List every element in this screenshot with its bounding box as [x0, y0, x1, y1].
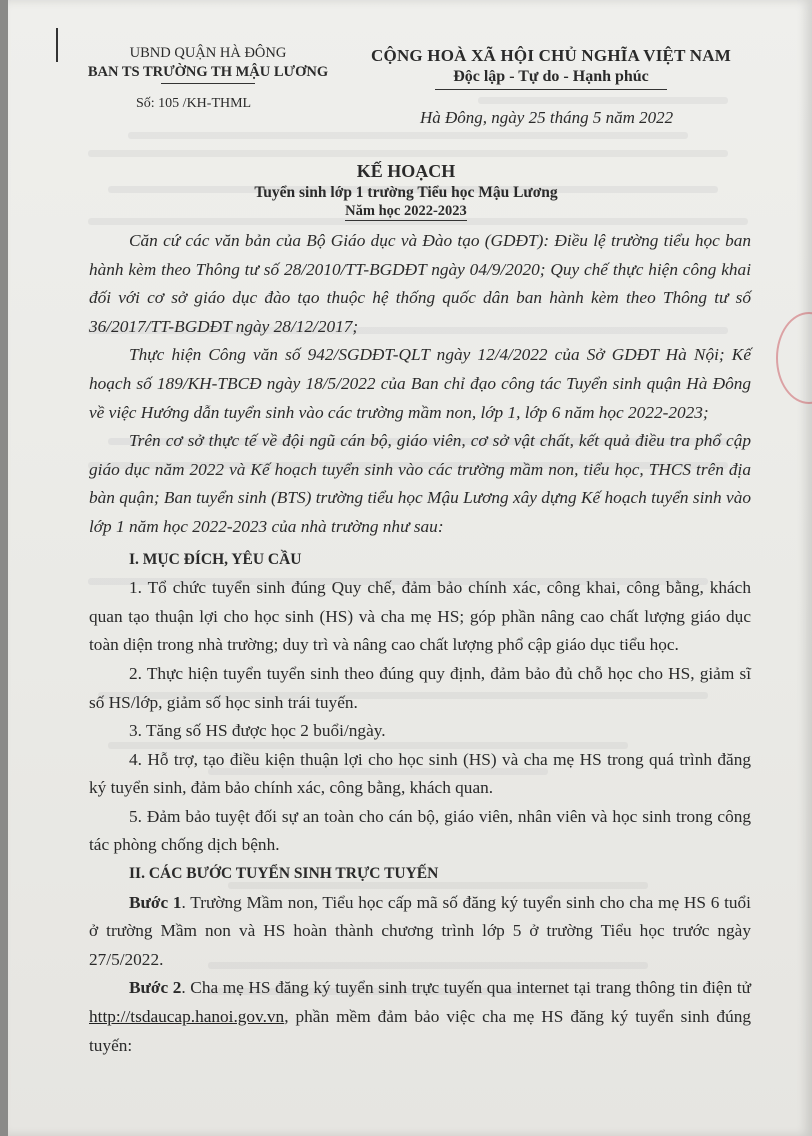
national-motto: Độc lập - Tự do - Hạnh phúc [453, 68, 649, 85]
preamble-paragraph: Thực hiện Công văn số 942/SGDĐT-QLT ngày 12/4/2022 của Sở GDĐT Hà Nội; Kế hoạch số 189/KH-TBCĐ ngày 18/5/2022 của Ban chỉ đạo công tác Tuyển sinh quận Hà Đông về việc Hướng dẫn tuyển sinh vào các trường mầm non, lớp 1, lớp 6 năm học 2022-2023; [89, 345, 751, 422]
step-2-paragraph [89, 974, 751, 1060]
national-header [345, 45, 757, 90]
preamble-paragraph: Căn cứ các văn bản của Bộ Giáo dục và Đào tạo (GDĐT): Điều lệ trường tiểu học ban hành kèm theo Thông tư số 28/2010/TT-BGDĐT ngày 04/9/2020; Quy chế thực hiện công khai đối với cơ sở giáo dục đào tạo thuộc hệ thống quốc dân ban hành kèm theo Thông tư số 36/2017/TT-BGDĐT ngày 28/12/2017; [89, 231, 751, 336]
pen-mark [56, 28, 58, 62]
preamble-paragraph: Trên cơ sở thực tế về đội ngũ cán bộ, giáo viên, cơ sở vật chất, kết quả điều tra phổ cập giáo dục năm 2022 và Kế hoạch tuyển sinh vào các trường mầm non, tiểu học, THCS trên địa bàn quận; Ban tuyển sinh (BTS) trường tiểu học Mậu Lương xây dựng Kế hoạch tuyển sinh vào lớp 1 năm học 2022-2023 của nhà trường như sau: [89, 431, 751, 536]
org-underline [161, 83, 255, 84]
school-year [0, 203, 812, 220]
document-number: Số: 105 /KH-THML [136, 96, 252, 111]
step-1-label: Bước 1 [129, 892, 182, 912]
org-line-2: BAN TS TRƯỜNG TH MẬU LƯƠNG [87, 64, 329, 80]
step-2-label: Bước 2 [129, 978, 182, 998]
place-date: Hà Đông, ngày 25 tháng 5 năm 2022 [420, 108, 674, 127]
section-heading-purpose: I. MỤC ĐÍCH, YÊU CẦU [129, 550, 302, 568]
step-2-text-a: . Cha mẹ HS đăng ký tuyển sinh trực tuyến qua internet tại trang thông tin điện tử [181, 978, 751, 998]
step-1-text: . Trường Mầm non, Tiểu học cấp mã số đăng ký tuyển sinh cho cha mẹ HS 6 tuổi ở trường Mầm non và HS hoàn thành chương trình lớp 5 ở trường Tiểu học trước ngày 27/5/2022. [89, 892, 751, 969]
document-type: KẾ HOẠCH [356, 161, 456, 181]
school-year-text: Năm học 2022-2023 [345, 203, 467, 219]
document-subject: Tuyển sinh lớp 1 trường Tiểu học Mậu Lương [254, 184, 558, 201]
purpose-item: 2. Thực hiện tuyển tuyển sinh theo đúng quy định, đảm bảo đủ chỗ học cho HS, giảm sĩ số HS/lớp, giảm số học sinh trái tuyến. [89, 663, 751, 712]
org-line-1: UBND QUẬN HÀ ĐÔNG [129, 45, 287, 61]
nation-name: CỘNG HOÀ XÃ HỘI CHỦ NGHĨA VIỆT NAM [371, 46, 731, 65]
red-stamp-edge [776, 312, 812, 404]
step-2-text-b: , phần mềm đảm bảo việc cha mẹ HS đăng ký tuyển sinh đúng tuyến: [89, 1007, 751, 1055]
motto-underline [435, 89, 667, 90]
purpose-item: 5. Đảm bảo tuyệt đối sự an toàn cho cán bộ, giáo viên, nhân viên và học sinh trong công tác phòng chống dịch bệnh. [89, 806, 751, 855]
issuing-authority [60, 44, 356, 113]
purpose-item: 4. Hỗ trợ, tạo điều kiện thuận lợi cho học sinh (HS) và cha mẹ HS trong quá trình đăng ký tuyển sinh, đảm bảo chính xác, công bằng, khách quan. [89, 749, 751, 798]
step-1-paragraph [89, 889, 751, 975]
purpose-item: 1. Tổ chức tuyển sinh đúng Quy chế, đảm bảo chính xác, công khai, công bằng, khách quan tạo thuận lợi cho học sinh (HS) và cha mẹ HS; góp phần nâng cao chất lượng giáo dục toàn diện trong nhà trường; duy trì và nâng cao chất lượng phổ cập giáo dục tiểu học. [89, 578, 751, 655]
section-heading-steps: II. CÁC BƯỚC TUYỂN SINH TRỰC TUYẾN [129, 865, 439, 883]
document-body [89, 227, 751, 1060]
purpose-item: 3. Tăng số HS được học 2 buổi/ngày. [129, 721, 386, 741]
registration-site-link[interactable]: http://tsdaucap.hanoi.gov.vn [89, 1007, 285, 1027]
